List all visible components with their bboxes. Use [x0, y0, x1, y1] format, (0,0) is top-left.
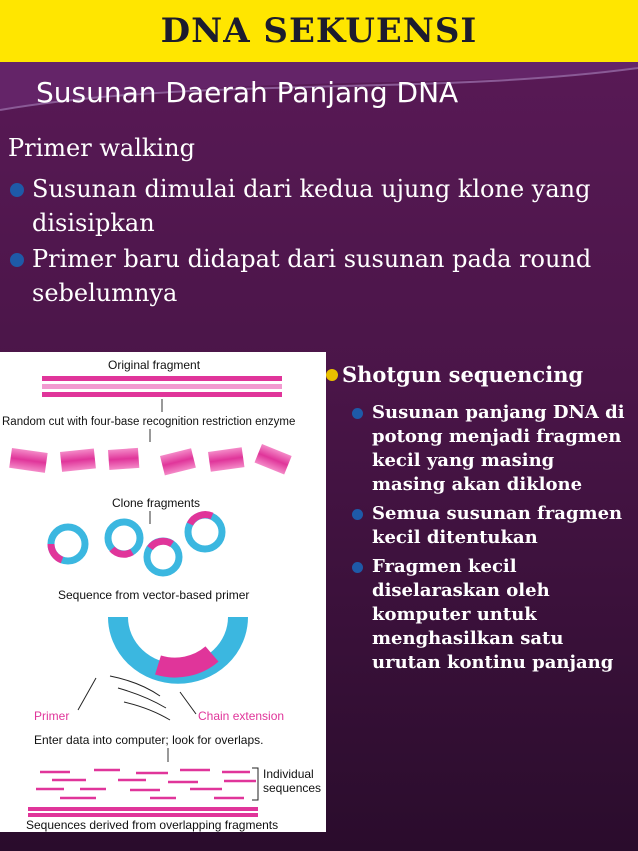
- label-random-cut: Random cut with four-base recognition restriction enzyme: [2, 416, 296, 428]
- bracket: [252, 768, 258, 800]
- label-sequence-primer: Sequence from vector-based primer: [58, 588, 250, 602]
- shotgun-diagram: [0, 352, 326, 832]
- pointer-line: [78, 678, 96, 710]
- slide-subtitle: Susunan Daerah Panjang DNA: [36, 76, 459, 109]
- label-chain-extension: Chain extension: [198, 709, 285, 723]
- label-derived: Sequences derived from overlapping fragments: [26, 818, 279, 832]
- clone-plasmids: [51, 515, 222, 573]
- label-primer: Primer: [34, 709, 70, 723]
- primer-walking-bullet: Primer baru didapat dari susunan pada round sebelumnya: [8, 242, 633, 310]
- title-bar: [0, 0, 638, 62]
- shotgun-bullet: Semua susunan fragmen kecil ditentukan: [342, 502, 630, 550]
- pointer-line: [180, 692, 196, 714]
- label-enter-data: Enter data into computer; look for overlaps.: [34, 733, 264, 747]
- primer-walking-bullet: Susunan dimulai dari kedua ujung klone yang disisipkan: [8, 172, 633, 240]
- primer-walking-heading: Primer walking: [8, 134, 195, 162]
- label-individual: Individual: [263, 767, 314, 781]
- cut-fragments: [9, 444, 291, 475]
- chain-extension-arrows: [110, 676, 170, 720]
- individual-sequences: [36, 770, 256, 798]
- slide-title: DNA SEKUENSI: [160, 11, 478, 51]
- shotgun-section: [330, 362, 630, 680]
- label-sequences: sequences: [263, 781, 322, 795]
- label-clone-fragments: Clone fragments: [112, 496, 201, 510]
- primer-arc: [118, 617, 238, 674]
- shotgun-bullet: Fragmen kecil diselaraskan oleh komputer untuk menghasilkan satu urutan kontinu panjang: [342, 555, 630, 675]
- primer-walking-list: [8, 172, 633, 312]
- original-fragment: [42, 376, 282, 397]
- shotgun-heading: Shotgun sequencing: [330, 362, 630, 387]
- shotgun-list: [330, 401, 630, 675]
- shotgun-bullet: Susunan panjang DNA di potong menjadi fragmen kecil yang masing masing akan diklone: [342, 401, 630, 497]
- shotgun-diagram-svg: [0, 352, 326, 832]
- label-original-fragment: Original fragment: [108, 358, 201, 372]
- assembled-sequence: [28, 807, 258, 817]
